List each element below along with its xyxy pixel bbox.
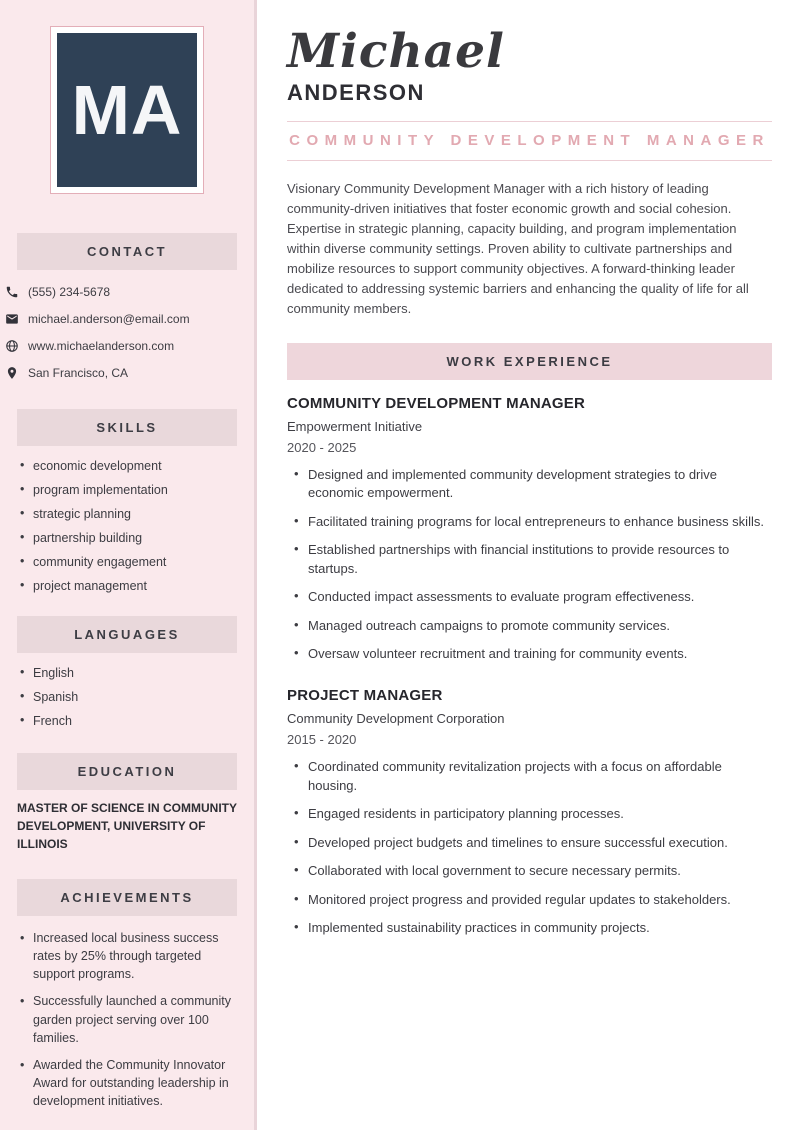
skill-item: • community engagement	[20, 554, 237, 570]
education-section	[0, 753, 254, 853]
achievements-list	[20, 929, 240, 1110]
monogram-box	[57, 33, 197, 187]
contact-section	[0, 233, 254, 381]
skill-item: • economic development	[20, 458, 237, 474]
contact-location	[5, 365, 237, 381]
location-icon	[5, 366, 19, 380]
skills-section-header: SKILLS	[17, 409, 237, 446]
first-name: Michael	[287, 24, 505, 79]
job-entry-2	[287, 687, 772, 937]
job-company: Empowerment Initiative	[287, 418, 423, 434]
education-degree: MASTER OF SCIENCE IN COMMUNITY DEVELOPMENT, UNIVERSITY OF ILLINOIS	[17, 801, 237, 851]
job-bullet: • Collaborated with local government to secure necessary permits.	[287, 862, 772, 880]
monogram-initials: MA	[71, 71, 183, 149]
contact-email-value[interactable]: michael.anderson@email.com	[28, 312, 190, 326]
skills-list	[20, 458, 237, 594]
job-dates: 2015 - 2020	[287, 732, 357, 748]
main-column	[257, 0, 800, 1130]
contact-website	[5, 338, 237, 354]
summary-paragraph: Visionary Community Development Manager with a rich history of leading community-driven initiatives that foster economic growth and social cohesion. Expertise in strategic planning, capacity building, and program implementation within diverse community settings. Proven ability to cultivate partnerships and mobilize resources to support community objectives. A forward-thinking leader dedicated to addressing systemic barriers and enhancing the quality of life for all community members.	[287, 180, 749, 316]
monogram-frame	[50, 26, 204, 194]
job-dates: 2020 - 2025	[287, 439, 357, 455]
job-company: Community Development Corporation	[287, 711, 505, 727]
job-bullet: • Oversaw volunteer recruitment and training for community events.	[287, 645, 772, 663]
email-icon	[5, 312, 19, 326]
achievements-section-header: ACHIEVEMENTS	[17, 879, 237, 916]
skill-item: • program implementation	[20, 482, 237, 498]
achievements-section	[0, 879, 254, 1110]
sidebar	[0, 0, 257, 1130]
achievement-item: • Increased local business success rates by 25% through targeted support programs.	[20, 929, 240, 983]
contact-location-value: San Francisco, CA	[28, 366, 129, 380]
languages-list	[20, 665, 237, 729]
phone-icon	[5, 285, 19, 299]
job-bullet-list	[287, 758, 772, 937]
job-bullet: • Monitored project progress and provided regular updates to stakeholders.	[287, 891, 772, 909]
education-section-header: EDUCATION	[17, 753, 237, 790]
job-bullet: • Engaged residents in participatory planning processes.	[287, 805, 772, 823]
contact-list	[5, 284, 237, 381]
job-title: COMMUNITY DEVELOPMENT MANAGER	[287, 394, 586, 412]
job-bullet: • Implemented sustainability practices in community projects.	[287, 919, 772, 937]
contact-section-header: CONTACT	[17, 233, 237, 270]
contact-phone-value: (555) 234-5678	[28, 285, 111, 299]
job-bullet: • Facilitated training programs for local entrepreneurs to enhance business skills.	[287, 513, 772, 531]
languages-section-header: LANGUAGES	[17, 616, 237, 653]
languages-section	[0, 616, 254, 729]
job-bullet: • Managed outreach campaigns to promote community services.	[287, 617, 772, 635]
achievement-item: • Awarded the Community Innovator Award for outstanding leadership in development initiatives.	[20, 1056, 240, 1110]
job-bullet: • Developed project budgets and timelines to ensure successful execution.	[287, 834, 772, 852]
job-entry-1	[287, 395, 772, 664]
job-title: PROJECT MANAGER	[287, 687, 443, 705]
title-block	[287, 121, 772, 161]
job-bullet: • Conducted impact assessments to evaluate program effectiveness.	[287, 588, 772, 606]
divider-bottom	[287, 160, 772, 161]
job-bullet: • Established partnerships with financial institutions to provide resources to startups.	[287, 541, 772, 578]
language-item: • English	[20, 665, 237, 681]
skills-section	[0, 409, 254, 594]
last-name: ANDERSON	[287, 79, 425, 105]
skill-item: • strategic planning	[20, 506, 237, 522]
skill-item: • partnership building	[20, 530, 237, 546]
name-header	[287, 26, 772, 106]
page-title: COMMUNITY DEVELOPMENT MANAGER	[289, 131, 770, 149]
globe-icon	[5, 339, 19, 353]
language-item: • French	[20, 713, 237, 729]
contact-email	[5, 311, 237, 327]
achievement-item: • Successfully launched a community garden project serving over 100 families.	[20, 992, 240, 1046]
job-bullet: • Designed and implemented community development strategies to drive economic empowerment.	[287, 466, 772, 503]
work-experience-header: WORK EXPERIENCE	[287, 343, 772, 380]
language-item: • Spanish	[20, 689, 237, 705]
contact-website-value[interactable]: www.michaelanderson.com	[28, 339, 175, 353]
contact-phone	[5, 284, 237, 300]
job-bullet-list	[287, 466, 772, 664]
skill-item: • project management	[20, 578, 237, 594]
job-bullet: • Coordinated community revitalization projects with a focus on affordable housing.	[287, 758, 772, 795]
